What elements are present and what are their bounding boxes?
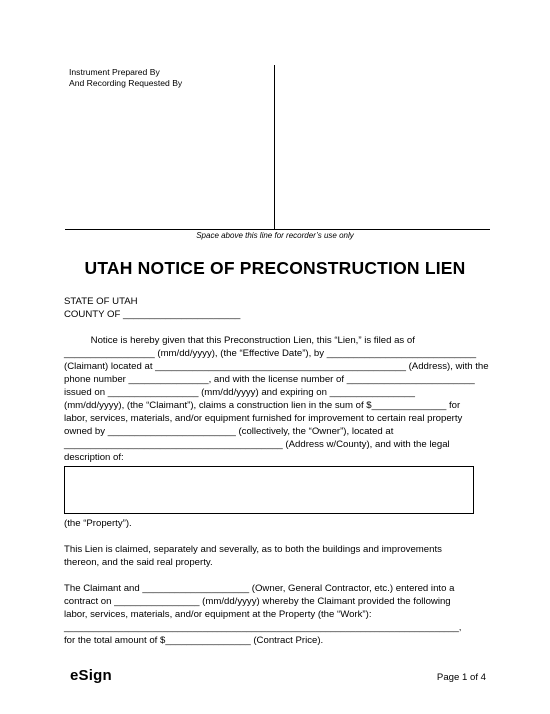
recording-requested-label: And Recording Requested By <box>69 78 183 88</box>
notice-line: labor, services, materials, and/or equipment furnished for improvement to certain real property <box>64 413 463 424</box>
contract-line: contract on ________________ (mm/dd/yyyy) whereby the Claimant provided the following <box>64 596 451 607</box>
notice-line: description of: <box>64 452 124 463</box>
contract-line: labor, services, materials, and/or equipment at the Property (the “Work”): <box>64 609 372 620</box>
recorder-area-divider-vertical <box>274 65 275 230</box>
notice-line: (mm/dd/yyyy), (the “Claimant”), claims a construction lien in the sum of $______________ for <box>64 400 461 411</box>
recorder-area-divider-horizontal <box>65 229 490 230</box>
page-number: Page 1 of 4 <box>436 672 486 683</box>
notice-line: Notice is hereby given that this Preconstruction Lien, this “Lien,” is filed as of <box>64 335 415 346</box>
recorder-note: Space above this line for recorder’s use only <box>196 231 354 240</box>
county-line: COUNTY OF ______________________ <box>64 309 241 320</box>
contract-price-line: for the total amount of $________________ (Contract Price). <box>64 635 324 646</box>
legal-description-field[interactable] <box>64 466 474 514</box>
claim-line: thereon, and the said real property. <box>64 557 213 568</box>
notice-line: issued on _________________ (mm/dd/yyyy) and expiring on ________________ <box>64 387 415 398</box>
esign-logo: eSign <box>70 667 112 684</box>
notice-line: owned by ________________________ (collectively, the “Owner”), located at <box>64 426 394 437</box>
notice-line: _________________________________________ (Address w/County), and with the legal <box>64 439 450 450</box>
prepared-by-label: Instrument Prepared By <box>69 67 160 77</box>
property-line: (the “Property”). <box>64 518 132 529</box>
state-line: STATE OF UTAH <box>64 296 138 307</box>
work-description-line: ________________________________________________________________________________, <box>64 622 462 632</box>
document-title: UTAH NOTICE OF PRECONSTRUCTION LIEN <box>84 258 466 278</box>
notice-line: phone number _______________, and with the license number of ________________________ <box>64 374 475 385</box>
claim-line: This Lien is claimed, separately and severally, as to both the buildings and improvements <box>64 544 442 555</box>
notice-line: (Claimant) located at _______________________________________________ (Address), with the <box>64 361 489 372</box>
contract-line: The Claimant and ____________________ (Owner, General Contractor, etc.) entered into a <box>64 583 455 594</box>
notice-line: _________________ (mm/dd/yyyy), (the “Effective Date”), by ____________________________ <box>64 348 477 359</box>
